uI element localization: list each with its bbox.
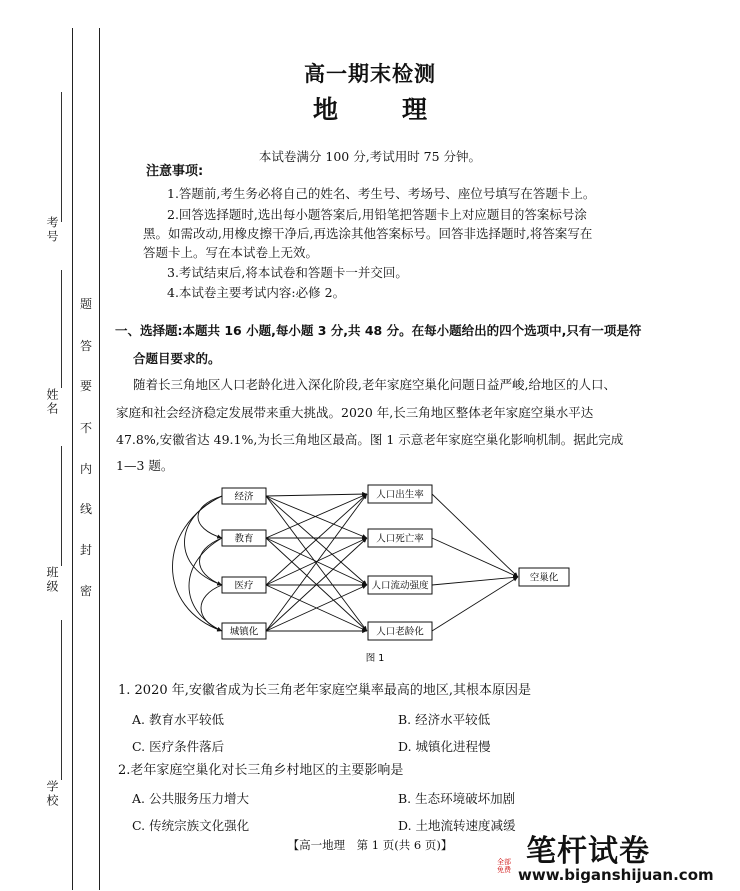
factor-node-label: 经济 [234, 491, 254, 503]
option-b: B. 生态环境破坏加剧 [398, 791, 516, 806]
school-label: 学校 [45, 780, 59, 808]
passage-line: 1—3 题。 [116, 458, 174, 473]
section-heading-cont: 合题目要求的。 [133, 351, 221, 366]
notes-item: 4.本试卷主要考试内容:必修 2。 [167, 285, 346, 300]
notes-heading: 注意事项: [146, 164, 204, 179]
school-underline [61, 620, 62, 780]
subject-char: 理 [402, 95, 428, 124]
name-underline [61, 270, 62, 388]
notes-item: 答题卡上。写在本试卷上无效。 [143, 245, 319, 260]
population-node-label: 人口老龄化 [376, 626, 424, 638]
passage-line: 47.8%,安徽省达 49.1%,为长三角地区最高。图 1 示意老年家庭空巢化影响机制。据此完成 [116, 432, 624, 447]
watermark-brand: 笔杆试卷 [526, 834, 650, 869]
page-footer: 【高一地理 第 1 页(共 6 页)】 [287, 838, 453, 852]
influence-arrow [432, 577, 518, 585]
option-c: C. 医疗条件落后 [132, 739, 225, 754]
exam-info: 本试卷满分 100 分,考试用时 75 分钟。 [258, 149, 482, 164]
option-a: A. 教育水平较低 [132, 712, 224, 727]
notes-item: 1.答题前,考生务必将自己的姓名、考生号、考场号、座位号填写在答题卡上。 [167, 186, 596, 201]
figure-1-diagram [170, 478, 580, 668]
passage-line: 家庭和社会经济稳定发展带来重大挑战。2020 年,长三角地区整体老年家庭空巢水平达 [116, 405, 594, 420]
watermark-url: www.biganshijuan.com [518, 866, 714, 884]
seal-char: 线 [79, 502, 92, 516]
seal-char: 封 [79, 543, 92, 557]
seal-char: 答 [79, 339, 92, 353]
class-label: 班级 [45, 566, 59, 594]
option-d: D. 土地流转速度减缓 [398, 818, 516, 833]
seal-char: 要 [79, 379, 92, 393]
subject-title [0, 90, 740, 126]
passage-line: 随着长三角地区人口老龄化进入深化阶段,老年家庭空巢化问题日益严峻,给地区的人口、 [133, 377, 616, 392]
feedback-arcs [173, 496, 223, 631]
seal-char: 密 [79, 584, 92, 598]
name-label: 姓名 [45, 388, 59, 416]
population-node-label: 人口死亡率 [376, 533, 424, 545]
factor-node-label: 医疗 [234, 580, 254, 592]
question-stem: 1. 2020 年,安徽省成为长三角老年家庭空巢率最高的地区,其根本原因是 [118, 683, 532, 698]
class-underline [61, 446, 62, 566]
population-node-label: 人口出生率 [376, 489, 424, 501]
option-d: D. 城镇化进程慢 [398, 739, 491, 754]
seal-char: 内 [79, 462, 92, 476]
empty-nest-node-label: 空巢化 [529, 572, 559, 584]
factor-node-label: 教育 [234, 533, 254, 545]
exam-title: 高一期末检测 [304, 62, 436, 86]
watermark-tag: 全部免费 [497, 858, 511, 874]
notes-item: 黑。如需改动,用橡皮擦干净后,再选涂其他答案标号。回答非选择题时,将答案写在 [143, 226, 593, 241]
question-stem: 2.老年家庭空巢化对长三角乡村地区的主要影响是 [118, 763, 404, 778]
influence-arrow [432, 538, 518, 577]
factor-node-label: 城镇化 [229, 626, 259, 638]
influence-arrow [432, 577, 518, 631]
subject-char: 地 [312, 95, 338, 124]
figure-caption: 图 1 [365, 653, 385, 664]
influence-arrow [266, 494, 367, 496]
option-a: A. 公共服务压力增大 [132, 791, 249, 806]
exam-number-label: 考号 [45, 216, 59, 244]
seal-char: 题 [79, 297, 92, 311]
section-heading: 一、选择题:本题共 16 小题,每小题 3 分,共 48 分。在每小题给出的四个选项中,只有一项是符 [115, 323, 642, 338]
population-node-label: 人口流动强度 [371, 580, 429, 592]
influence-arrow [432, 494, 518, 577]
notes-item: 2.回答选择题时,选出每小题答案后,用铅笔把答题卡上对应题目的答案标号涂 [167, 207, 587, 222]
option-c: C. 传统宗族文化强化 [132, 818, 250, 833]
notes-item: 3.考试结束后,将本试卷和答题卡一并交回。 [167, 265, 408, 280]
option-b: B. 经济水平较低 [398, 712, 491, 727]
seal-char: 不 [79, 421, 92, 435]
